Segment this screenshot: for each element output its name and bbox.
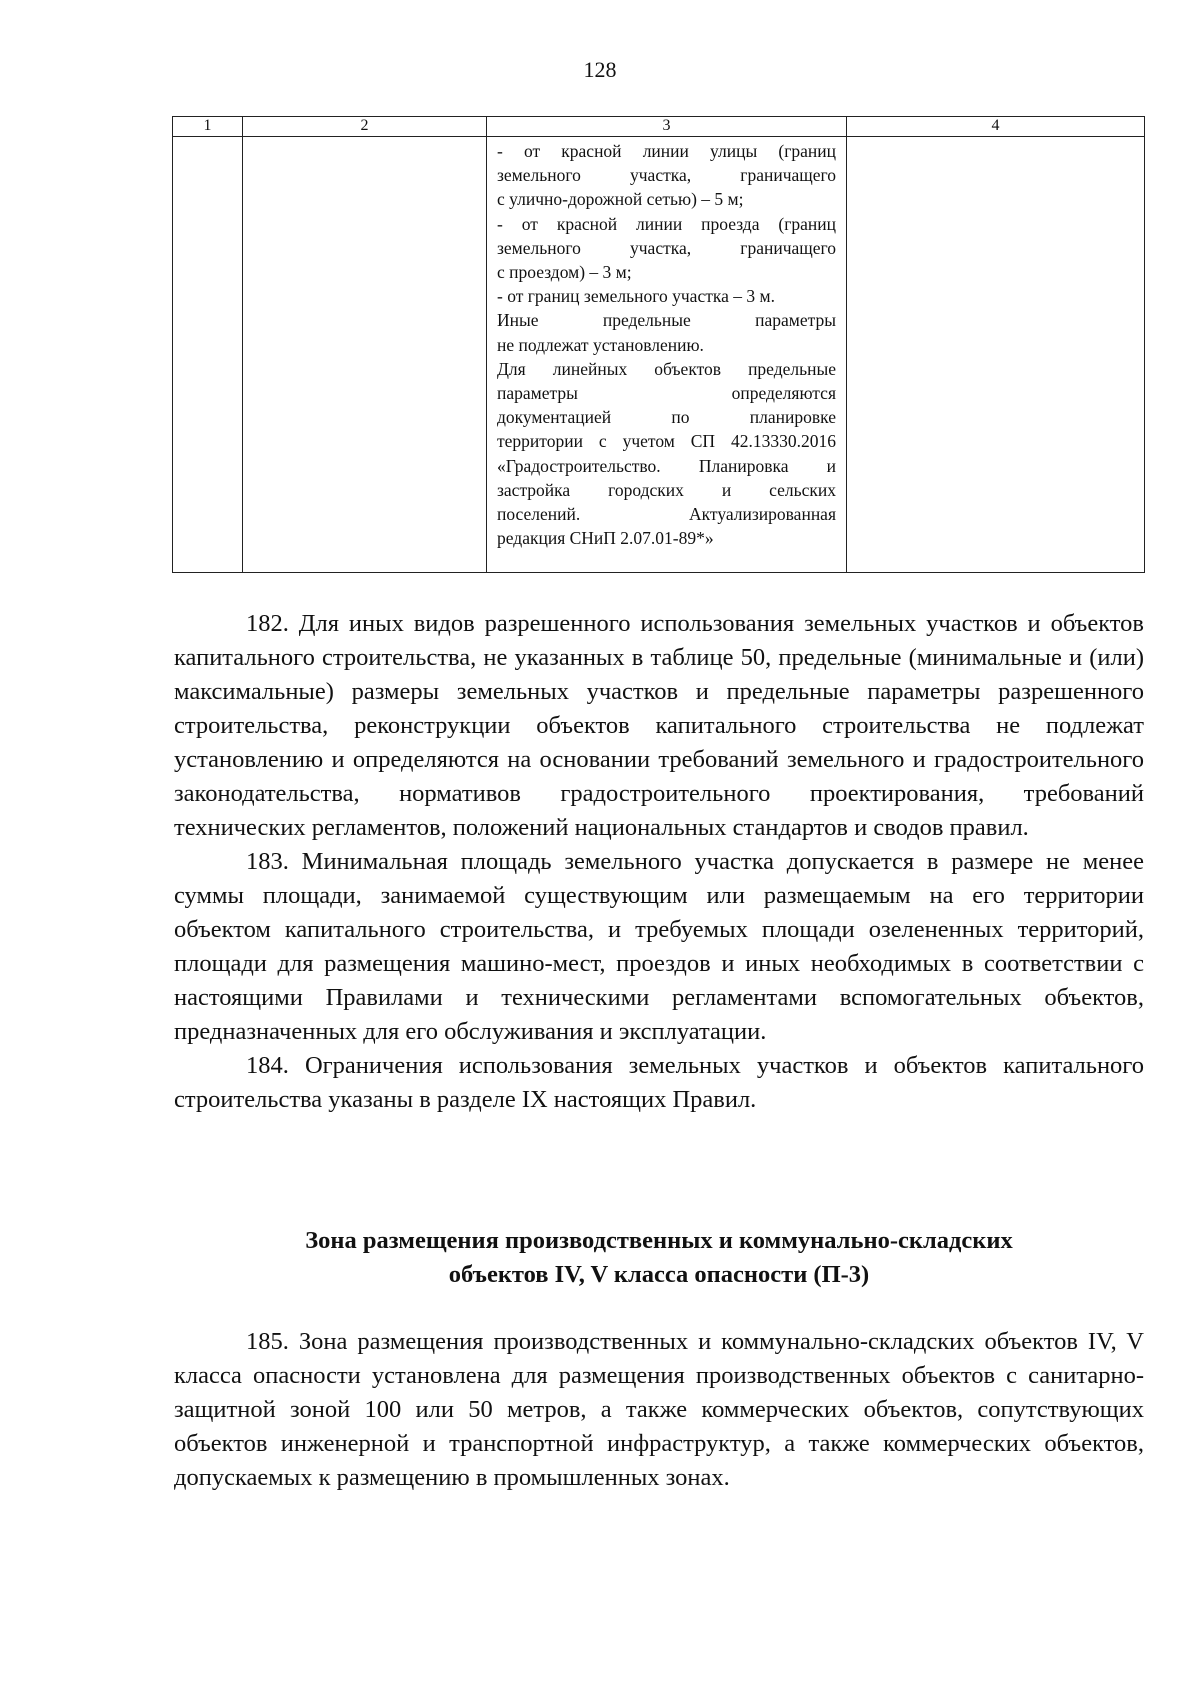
- table-row: [173, 137, 1145, 573]
- body-text-section-1: [174, 607, 1144, 1117]
- cell-line: «Градостроительство. Планировка и: [497, 455, 836, 476]
- body-text-section-2: [174, 1325, 1144, 1495]
- cell-line: не подлежат установлению.: [497, 334, 704, 355]
- paragraph-185: 185. Зона размещения производственных и коммунально-складских объектов IV, V класса опасности установлена для размещения производственных объектов с санитарно-защитной зоной 100 или 50 метров, а также коммерческих объектов, сопутствующих объектов инженерной и транспортной инфраструктур, а также коммерческих объектов, допускаемых к размещению в промышленных зонах.: [174, 1328, 1144, 1491]
- table-cell-col4: [847, 137, 1145, 573]
- column-header-1: 1: [173, 117, 243, 137]
- page-number: 128: [583, 57, 617, 82]
- paragraph-183: 183. Минимальная площадь земельного участка допускается в размере не менее суммы площади, занимаемой существующим или размещаемым на его территории объектом капитального строительства, и требуемых площади озелененных территорий, площади для размещения машино-мест, проездов и иных необходимых в соответствии с настоящими Правилами и техническими регламентами вспомогательных объектов, предназначенных для его обслуживания и эксплуатации.: [174, 848, 1144, 1045]
- column-header-3: 3: [487, 117, 847, 137]
- table-cell-col3: [487, 137, 847, 573]
- cell-line: - от красной линии улицы (границ: [497, 141, 836, 161]
- cell-line: с улично-дорожной сетью) – 5 м;: [497, 189, 744, 210]
- cell-line: параметры определяются: [497, 383, 836, 404]
- cell-line: земельного участка, граничащего: [497, 237, 836, 258]
- table-cell-col1: [173, 137, 243, 573]
- column-header-2: 2: [243, 117, 487, 137]
- cell-line: Для линейных объектов предельные: [497, 358, 836, 379]
- section-heading-line-1: Зона размещения производственных и коммунально-складских: [305, 1227, 1013, 1254]
- cell-line: редакция СНиП 2.07.01-89*»: [497, 528, 714, 549]
- paragraph-184: 184. Ограничения использования земельных участков и объектов капитального строительства указаны в разделе IX настоящих Правил.: [174, 1052, 1144, 1113]
- parameters-table: [172, 116, 1145, 573]
- section-heading: [174, 1224, 1144, 1292]
- cell-line: земельного участка, граничащего: [497, 165, 836, 186]
- paragraph-182: 182. Для иных видов разрешенного использования земельных участков и объектов капитального строительства, не указанных в таблице 50, предельные (минимальные и (или) максимальные) размеры земельных участков и предельные параметры разрешенного строительства, реконструкции объектов капитального строительства не подлежат установлению и определяются на основании требований земельного и градостроительного законодательства, нормативов градостроительного проектирования, требований технических регламентов, положений национальных стандартов и сводов правил.: [174, 610, 1144, 841]
- cell-line: поселений. Актуализированная: [497, 504, 836, 525]
- cell-line: застройка городских и сельских: [497, 479, 836, 500]
- cell-text-block: [487, 137, 846, 550]
- cell-line: Иные предельные параметры: [497, 310, 836, 331]
- cell-line: территории с учетом СП 42.13330.2016: [497, 431, 836, 452]
- table-header-row: [173, 117, 1145, 137]
- cell-line: - от границ земельного участка – 3 м.: [497, 286, 775, 307]
- cell-line: документацией по планировке: [497, 407, 836, 428]
- cell-line: с проездом) – 3 м;: [497, 262, 632, 283]
- cell-line: - от красной линии проезда (границ: [497, 213, 836, 234]
- table-cell-col2: [243, 137, 487, 573]
- column-header-4: 4: [847, 117, 1145, 137]
- section-heading-line-2: объектов IV, V класса опасности (П-3): [448, 1261, 870, 1288]
